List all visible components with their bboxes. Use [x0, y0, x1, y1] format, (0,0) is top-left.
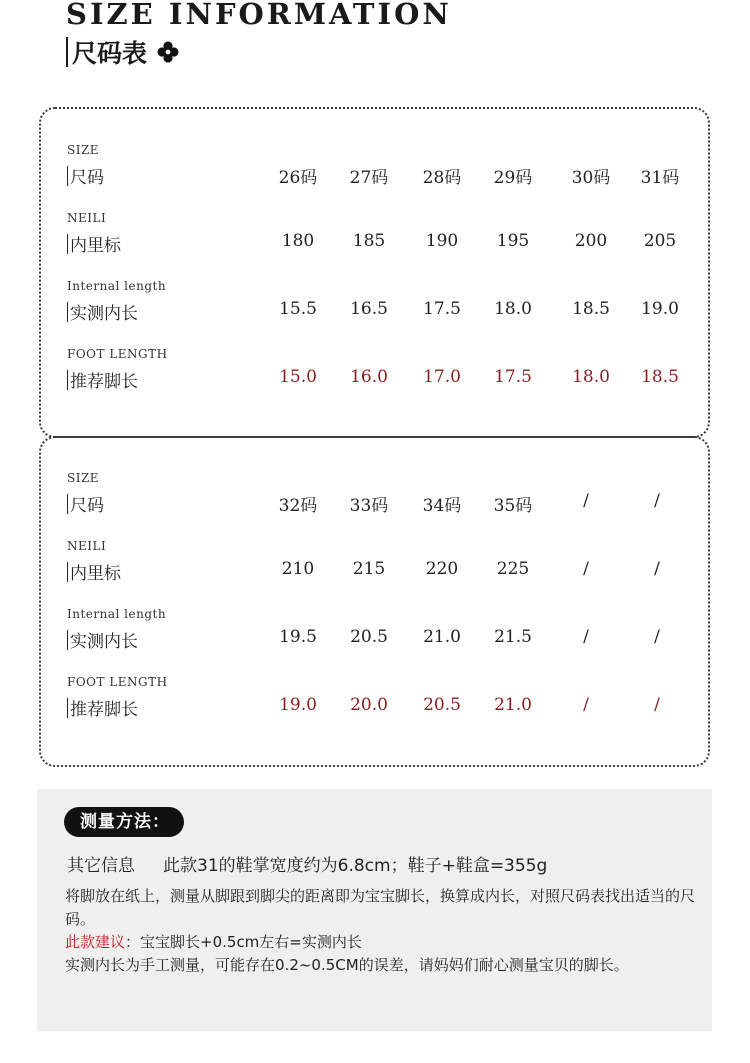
table-cell: 26码 [278, 168, 318, 188]
other-info-text: 此款31的鞋掌宽度约为6.8cm；鞋子+鞋盒=355g [163, 856, 548, 876]
table-cell: 19.0 [641, 299, 679, 319]
foot-label-cn: 推荐脚长 [67, 367, 138, 392]
table-cell: / [654, 695, 660, 715]
table-cell: / [583, 627, 589, 647]
table-cell: 31码 [640, 168, 680, 188]
table-cell: 210 [281, 559, 315, 579]
size-row [41, 143, 708, 203]
table-cell: / [583, 559, 589, 579]
table-cell: 20.5 [350, 627, 388, 647]
table-cell: 220 [425, 559, 459, 579]
table-cell: 35码 [493, 496, 533, 516]
instruction-text: 将脚放在纸上，测量从脚跟到脚尖的距离即为宝宝脚长，换算成内长，对照尺码表找出适当的尺码。 [65, 887, 696, 928]
advice-line [65, 931, 705, 954]
table-cell: 29码 [493, 168, 533, 188]
internal-label-cn: 实测内长 [67, 627, 138, 652]
table-cell: 16.5 [350, 299, 388, 319]
size-label-cn: 尺码 [67, 163, 104, 188]
table-cell: 21.5 [494, 627, 532, 647]
table-cell: 15.5 [279, 299, 317, 319]
neili-row [41, 211, 708, 271]
internal-label-en: Internal length [67, 607, 167, 621]
table-cell: 19.0 [279, 695, 317, 715]
foot-label-en: FOOT LENGTH [67, 675, 168, 689]
neili-label-cn: 内里标 [67, 559, 121, 584]
table-cell: 21.0 [423, 627, 461, 647]
page-title-en: SIZE INFORMATION [66, 0, 452, 31]
other-info [67, 851, 547, 876]
title-bar [66, 37, 68, 67]
table-cell: 32码 [278, 496, 318, 516]
table-cell: 190 [425, 231, 459, 251]
table-cell: 17.5 [494, 367, 532, 387]
table-cell: 20.5 [423, 695, 461, 715]
table-cell: / [583, 491, 589, 511]
foot-label-cn: 推荐脚长 [67, 695, 138, 720]
table-cell: 225 [496, 559, 530, 579]
page-title-cn-text: 尺码表 [72, 39, 148, 68]
advice-label: 此款建议 [65, 933, 126, 951]
other-info-label: 其它信息 [67, 856, 135, 876]
table-cell: 200 [574, 231, 608, 251]
table-cell: 18.5 [641, 367, 679, 387]
table-cell: 19.5 [279, 627, 317, 647]
size-label-en: SIZE [67, 471, 100, 485]
advice-text: ：宝宝脚长+0.5cm左右=实测内长 [125, 933, 362, 951]
size-table-panel-2 [39, 436, 710, 767]
size-table-panel-1 [39, 107, 710, 438]
neili-label-cn: 内里标 [67, 231, 121, 256]
error-note: 实测内长为手工测量，可能存在0.2~0.5CM的误差，请妈妈们耐心测量宝贝的脚长。 [65, 956, 629, 974]
table-cell: 33码 [349, 496, 389, 516]
internal-length-row [41, 279, 708, 339]
table-cell: 18.0 [494, 299, 532, 319]
size-label-cn: 尺码 [67, 491, 104, 516]
foot-label-en: FOOT LENGTH [67, 347, 168, 361]
table-cell: 21.0 [494, 695, 532, 715]
measurement-notes [37, 789, 712, 1031]
internal-label-en: Internal length [67, 279, 167, 293]
table-cell: 17.0 [423, 367, 461, 387]
table-cell: 205 [643, 231, 677, 251]
measurement-description [65, 885, 705, 977]
table-cell: 185 [352, 231, 386, 251]
table-cell: 15.0 [279, 367, 317, 387]
table-cell: 195 [496, 231, 530, 251]
internal-length-row [41, 607, 708, 667]
table-cell: 28码 [422, 168, 462, 188]
table-cell: / [654, 491, 660, 511]
table-cell: / [654, 559, 660, 579]
size-label-en: SIZE [67, 143, 100, 157]
foot-length-row [41, 675, 708, 735]
table-cell: 17.5 [423, 299, 461, 319]
table-cell: 34码 [422, 496, 462, 516]
neili-row [41, 539, 708, 599]
table-cell: 27码 [349, 168, 389, 188]
table-cell: 20.0 [350, 695, 388, 715]
table-cell: 215 [352, 559, 386, 579]
foot-length-row [41, 347, 708, 407]
method-badge: 测量方法： [64, 807, 184, 837]
table-cell: 16.0 [350, 367, 388, 387]
neili-label-en: NEILI [67, 539, 107, 553]
table-cell: 18.5 [572, 299, 610, 319]
page-title-cn [66, 34, 179, 70]
neili-label-en: NEILI [67, 211, 107, 225]
internal-label-cn: 实测内长 [67, 299, 138, 324]
table-cell: 18.0 [572, 367, 610, 387]
size-row [41, 471, 708, 531]
table-cell: / [583, 695, 589, 715]
table-cell: 180 [281, 231, 315, 251]
table-cell: / [654, 627, 660, 647]
clover-icon [157, 41, 179, 63]
table-cell: 30码 [571, 168, 611, 188]
